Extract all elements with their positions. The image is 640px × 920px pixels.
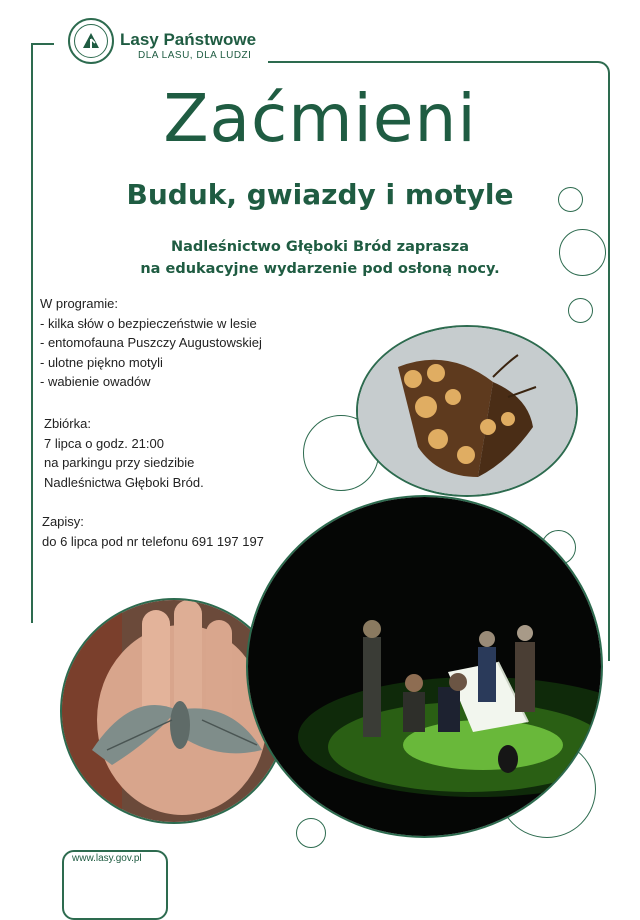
invitation-line-1: Nadleśnictwo Głęboki Bród zaprasza: [170, 239, 470, 255]
tree-logo-icon: [74, 24, 108, 58]
moth-photo-circle: [356, 325, 578, 497]
signup-line: do 6 lipca pod nr telefonu 691 197 197: [42, 534, 264, 549]
invitation-text: [0, 236, 640, 280]
program-item: - entomofauna Puszczy Augustowskiej: [40, 335, 262, 350]
program-item: - ulotne piękno motyli: [40, 354, 163, 370]
decor-ring: [558, 187, 583, 212]
meeting-line: 7 lipca o godz. 21:00: [44, 435, 164, 451]
meeting-section: [44, 414, 204, 492]
program-heading: W programie:: [40, 296, 119, 311]
invitation-line-2: na edukacyjne wydarzenie pod osłoną nocy.: [140, 261, 500, 277]
program-item: - wabienie owadów: [40, 374, 151, 389]
meeting-line: Nadleśnictwa Głęboki Bród.: [44, 474, 204, 490]
meeting-line: na parkingu przy siedzibie: [44, 455, 195, 470]
brand-name: Lasy Państwowe: [120, 30, 257, 49]
signup-section: [42, 512, 264, 552]
frame-line-top-right: [268, 61, 598, 63]
night-light-trap-photo-circle: [246, 495, 603, 838]
lasy-panstwowe-logo[interactable]: [68, 18, 114, 64]
frame-line-top: [32, 43, 54, 45]
brand-slogan: DLA LASU, DLA LUDZI: [138, 50, 252, 61]
decor-ring: [559, 229, 606, 276]
meeting-heading: Zbiórka:: [44, 416, 91, 431]
event-subtitle: Buduk, gwiazdy i motyle: [126, 178, 514, 211]
program-item: - kilka słów o bezpieczeństwie w lesie: [40, 315, 257, 331]
event-title: Zaćmieni: [163, 80, 477, 157]
website-link[interactable]: www.lasy.gov.pl: [72, 853, 142, 864]
decor-ring: [296, 818, 326, 848]
decor-ring: [568, 298, 593, 323]
signup-heading: Zapisy:: [42, 514, 84, 529]
program-section: [40, 294, 262, 392]
